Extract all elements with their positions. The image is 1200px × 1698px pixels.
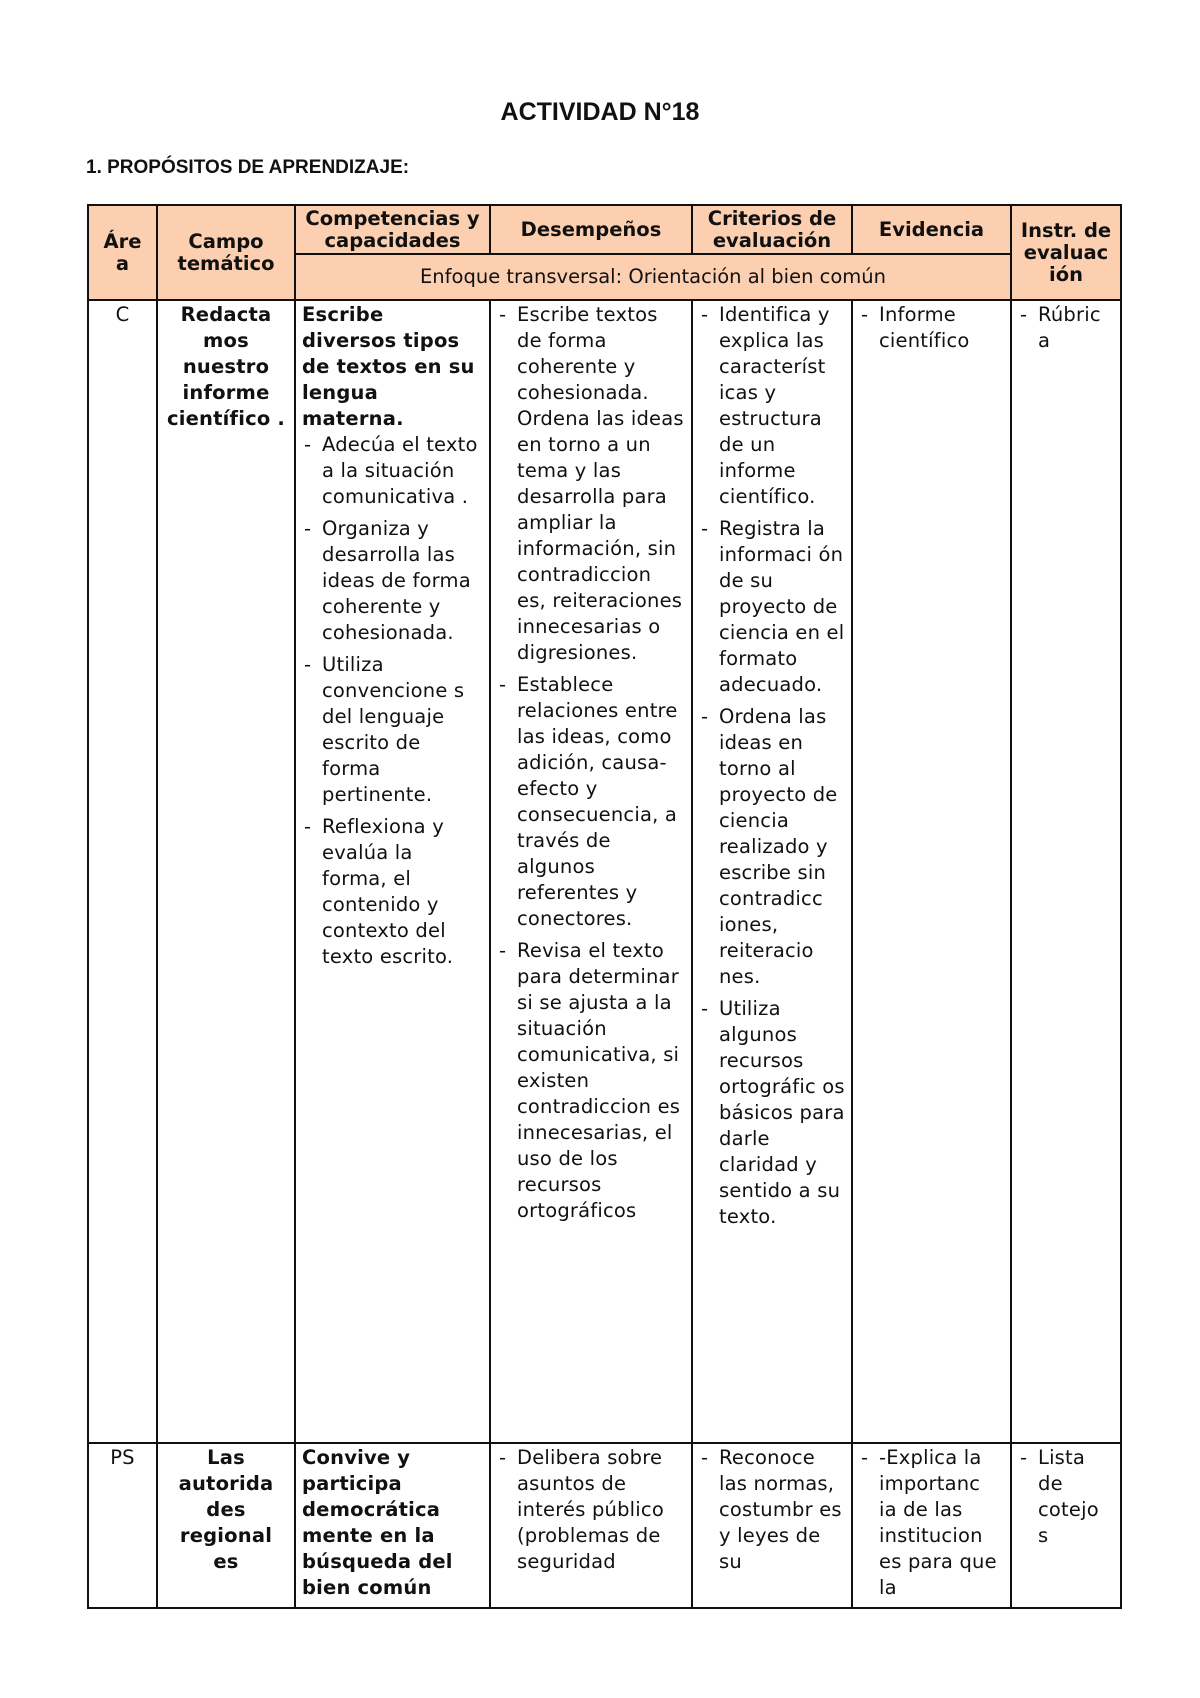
header-evidencia: Evidencia <box>852 205 1011 254</box>
list-item: - Escribe textos de forma coherente y cohesionada. Ordena las ideas en torno a un tema y las desarrolla para ampliar la información, sin contradiccion es, reiteraciones innecesarias o digresiones. <box>497 302 685 666</box>
instr-cell <box>1011 300 1121 1443</box>
header-competencias: Competencias y capacidades <box>295 205 490 254</box>
page-title: ACTIVIDAD N°18 <box>500 98 700 126</box>
instr-cell <box>1011 1443 1121 1608</box>
header-desempenos: Desempeños <box>490 205 692 254</box>
criterios-cell <box>692 300 852 1443</box>
list-item: - Ordena las ideas en torno al proyecto de ciencia realizado y escribe sin contradicc iones, reiteracio nes. <box>699 704 845 990</box>
list-item: - Informe científico <box>859 302 1004 354</box>
list-item: - -Explica la importanc ia de las institucion es para que la <box>859 1445 1004 1601</box>
section-heading: 1. PROPÓSITOS DE APRENDIZAJE: <box>86 157 410 178</box>
list-item: - Reflexiona y evalúa la forma, el contenido y contexto del texto escrito. <box>302 814 483 970</box>
competencias-cell <box>295 1443 490 1608</box>
campo-cell: Redacta mos nuestro informe científico . <box>157 300 295 1443</box>
list-item: - Utiliza algunos recursos ortográfic os básicos para darle claridad y sentido a su texto. <box>699 996 845 1230</box>
header-area: Áre a <box>88 205 157 300</box>
desempenos-cell <box>490 1443 692 1608</box>
list-item: - Utiliza convencione s del lenguaje escrito de forma pertinente. <box>302 652 483 808</box>
header-enfoque: Enfoque transversal: Orientación al bien común <box>295 254 1011 300</box>
header-campo: Campo temático <box>157 205 295 300</box>
header-instr: Instr. de evaluac ión <box>1011 205 1121 300</box>
list-item: - Delibera sobre asuntos de interés público (problemas de seguridad <box>497 1445 685 1575</box>
desempenos-cell <box>490 300 692 1443</box>
list-item: - Registra la informaci ón de su proyecto de ciencia en el formato adecuado. <box>699 516 845 698</box>
area-cell: PS <box>88 1443 157 1608</box>
competencias-cell <box>295 300 490 1443</box>
competencia-title: Convive y participa democrática mente en la búsqueda del bien común <box>302 1446 453 1599</box>
header-criterios: Criterios de evaluación <box>692 205 852 254</box>
list-item: - Adecúa el texto a la situación comunicativa . <box>302 432 483 510</box>
list-item: - Identifica y explica las característ icas y estructura de un informe científico. <box>699 302 845 510</box>
area-cell: C <box>88 300 157 1443</box>
campo-cell: Las autorida des regional es <box>157 1443 295 1608</box>
learning-purposes-table <box>87 204 1122 1609</box>
list-item: - Revisa el texto para determinar si se ajusta a la situación comunicativa, si existen contradiccion es innecesarias, el uso de los recursos ortográficos <box>497 938 685 1224</box>
list-item: - Lista de cotejo s <box>1018 1445 1114 1549</box>
list-item: - Organiza y desarrolla las ideas de forma coherente y cohesionada. <box>302 516 483 646</box>
evidencia-cell <box>852 300 1011 1443</box>
table-row <box>88 300 1121 1443</box>
criterios-cell <box>692 1443 852 1608</box>
competencia-title: Escribe diversos tipos de textos en su lengua materna. <box>302 303 475 430</box>
list-item: - Rúbric a <box>1018 302 1114 354</box>
list-item: - Establece relaciones entre las ideas, como adición, causa-efecto y consecuencia, a través de algunos referentes y conectores. <box>497 672 685 932</box>
list-item: - Reconoce las normas, costumbr es y leyes de su <box>699 1445 845 1575</box>
table-row <box>88 1443 1121 1608</box>
evidencia-cell <box>852 1443 1011 1608</box>
